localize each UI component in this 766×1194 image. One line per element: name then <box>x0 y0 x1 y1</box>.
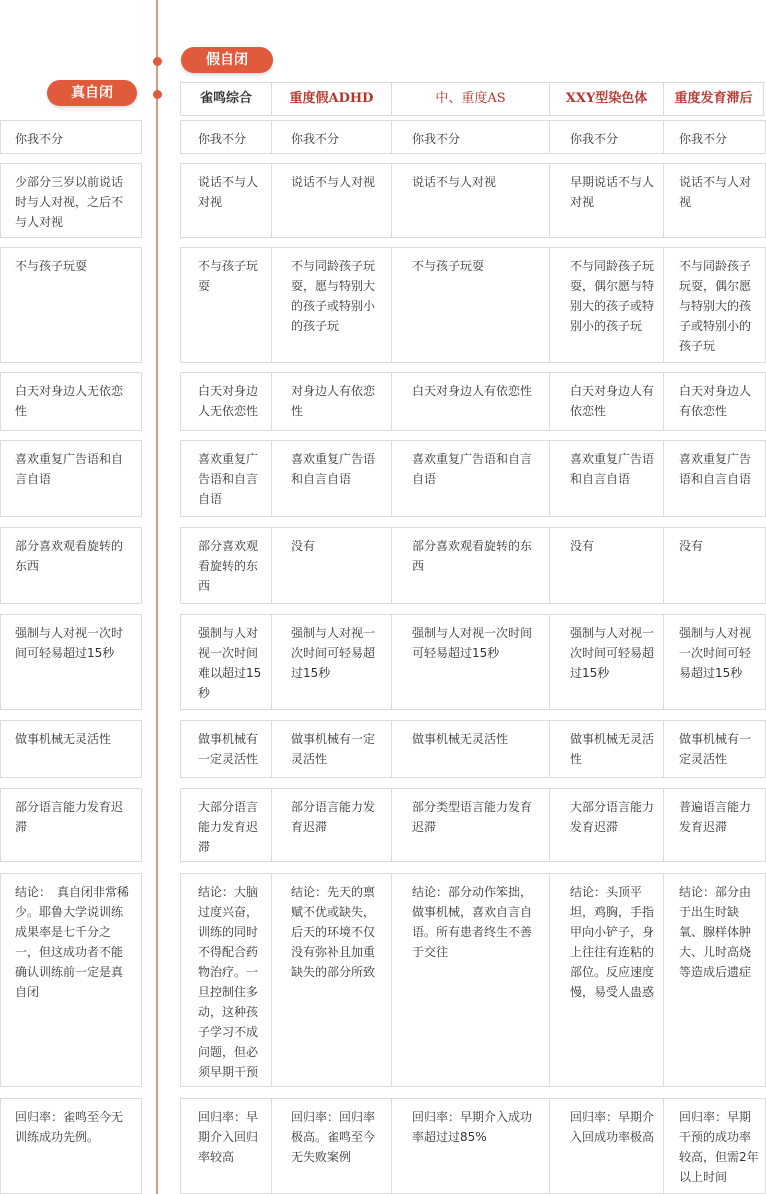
header-adhd: 重度假ADHD <box>271 83 391 115</box>
false-autism-cell: 不与孩子玩耍 <box>392 248 550 362</box>
false-autism-cell: 部分语言能力发育迟滞 <box>272 789 392 861</box>
false-autism-cell: 没有 <box>272 528 392 603</box>
true-autism-cell: 白天对身边人无依恋性 <box>0 372 142 431</box>
true-autism-label: 真自闭 <box>47 80 137 106</box>
true-autism-cell: 喜欢重复广告语和自言自语 <box>0 440 142 517</box>
false-autism-cell: 没有 <box>550 528 664 603</box>
false-autism-cell: 白天对身边人无依恋性 <box>181 373 272 430</box>
false-autism-cell: 结论：大脑过度兴奋，训练的同时不得配合药物治疗。一旦控制住多动，这种孩子学习不成问题，但必须早期干预 <box>181 874 272 1086</box>
false-autism-cell: 对身边人有依恋性 <box>272 373 392 430</box>
comparison-header-row <box>180 82 765 116</box>
comparison-row <box>180 720 766 778</box>
false-autism-cell: 不与同龄孩子玩耍，愿与特别大的孩子或特别小的孩子玩 <box>272 248 392 362</box>
comparison-row <box>180 372 766 431</box>
header-queming: 雀鸣综合 <box>180 83 271 115</box>
false-autism-cell: 喜欢重复广告语和自言自语 <box>550 441 664 516</box>
comparison-row <box>180 440 766 517</box>
false-autism-cell: 结论：部分由于出生时缺氧、腺样体肿大、儿时高烧等造成后遗症 <box>679 885 752 979</box>
false-autism-cell: 喜欢重复广告语和自言自语 <box>679 452 752 486</box>
false-autism-cell: 你我不分 <box>679 132 728 146</box>
false-autism-cell: 白天对身边人有依恋性 <box>392 373 550 430</box>
false-autism-cell: 白天对身边人有依恋性 <box>679 384 752 418</box>
false-autism-cell: 回归率：早期介入回成功率极高 <box>550 1099 664 1193</box>
comparison-row <box>180 247 766 363</box>
true-autism-cell: 部分语言能力发育迟滞 <box>0 788 142 862</box>
true-autism-cell: 做事机械无灵活性 <box>0 720 142 778</box>
false-autism-cell: 强制与人对视一次时间可轻易超过15秒 <box>392 615 550 709</box>
false-autism-cell: 说话不与人对视 <box>679 175 752 209</box>
false-autism-cell: 你我不分 <box>181 121 272 153</box>
false-autism-cell: 早期说话不与人对视 <box>550 164 664 237</box>
false-autism-cell: 部分喜欢观看旋转的东西 <box>181 528 272 603</box>
false-autism-cell: 做事机械无灵活性 <box>392 721 550 777</box>
false-autism-cell: 结论：先天的禀赋不优或缺失，后天的环境不仅没有弥补且加重缺失的部分所致 <box>272 874 392 1086</box>
false-autism-cell: 强制与人对视一次时间可轻易超过15秒 <box>272 615 392 709</box>
comparison-row <box>180 873 766 1087</box>
comparison-row <box>180 120 766 154</box>
false-autism-cell: 结论：部分动作笨拙，做事机械，喜欢自言自语。所有患者终生不善于交往 <box>392 874 550 1086</box>
false-autism-cell: 不与孩子玩耍 <box>181 248 272 362</box>
comparison-row <box>180 788 766 862</box>
false-autism-cell: 说话不与人对视 <box>272 164 392 237</box>
false-autism-cell: 喜欢重复广告语和自言自语 <box>181 441 272 516</box>
false-autism-cell: 你我不分 <box>272 121 392 153</box>
false-autism-cell: 强制与人对视一次时间可轻易超过15秒 <box>550 615 664 709</box>
false-autism-cell: 做事机械有一定灵活性 <box>272 721 392 777</box>
header-xxy: XXY型染色体 <box>549 83 663 115</box>
comparison-row <box>180 1098 766 1194</box>
false-autism-cell: 回归率：早期介入成功率超过过85% <box>392 1099 550 1193</box>
true-autism-cell: 回归率：雀鸣至今无训练成功先例。 <box>0 1098 142 1194</box>
false-autism-cell: 不与同龄孩子玩耍，偶尔愿与特别大的孩子或特别小的孩子玩 <box>679 259 752 353</box>
header-as: 中、重度AS <box>391 83 549 115</box>
false-autism-cell: 你我不分 <box>392 121 550 153</box>
true-autism-cell: 不与孩子玩耍 <box>0 247 142 363</box>
header-delay: 重度发育滞后 <box>663 83 764 115</box>
true-autism-cell: 强制与人对视一次时间可轻易超过15秒 <box>0 614 142 710</box>
false-autism-cell: 说话不与人对视 <box>392 164 550 237</box>
true-autism-cell: 少部分三岁以前说话时与人对视，之后不与人对视 <box>0 163 142 238</box>
false-autism-cell: 强制与人对视一次时间难以超过15秒 <box>181 615 272 709</box>
false-autism-cell: 你我不分 <box>550 121 664 153</box>
false-autism-cell: 做事机械有一定灵活性 <box>181 721 272 777</box>
false-autism-label: 假自闭 <box>181 47 273 73</box>
false-autism-cell: 回归率：早期干预的成功率较高，但需2年以上时间 <box>679 1110 759 1184</box>
timeline-dot-true <box>153 90 162 99</box>
false-autism-cell: 回归率：回归率极高。雀鸣至今无失败案例 <box>272 1099 392 1193</box>
false-autism-cell: 结论：头顶平坦，鸡胸，手指甲向小铲子，身上往往有连粘的部位。反应速度慢，易受人蛊惑 <box>550 874 664 1086</box>
true-autism-cell: 部分喜欢观看旋转的东西 <box>0 527 142 604</box>
comparison-row <box>180 163 766 238</box>
comparison-row <box>180 527 766 604</box>
false-autism-cell: 喜欢重复广告语和自言自语 <box>272 441 392 516</box>
true-autism-cell: 结论： 真自闭非常稀少。耶鲁大学说训练成果率是七千分之一，但这成功者不能确认训练前一定是真自闭 <box>0 873 142 1087</box>
false-autism-cell: 大部分语言能力发育迟滞 <box>550 789 664 861</box>
false-autism-cell: 做事机械有一定灵活性 <box>679 732 752 766</box>
false-autism-cell: 不与同龄孩子玩耍，偶尔愿与特别大的孩子或特别小的孩子玩 <box>550 248 664 362</box>
timeline-dot-false <box>153 57 162 66</box>
true-autism-cell: 你我不分 <box>0 120 142 154</box>
false-autism-cell: 部分喜欢观看旋转的东西 <box>392 528 550 603</box>
false-autism-cell: 大部分语言能力发育迟滞 <box>181 789 272 861</box>
false-autism-cell: 喜欢重复广告语和自言自语 <box>392 441 550 516</box>
false-autism-cell: 强制与人对视一次时间可轻易超过15秒 <box>679 626 752 680</box>
false-autism-cell: 回归率：早期介入回归率较高 <box>181 1099 272 1193</box>
false-autism-cell: 白天对身边人有依恋性 <box>550 373 664 430</box>
false-autism-cell: 做事机械无灵活性 <box>550 721 664 777</box>
false-autism-cell: 说话不与人对视 <box>181 164 272 237</box>
timeline-line <box>156 0 158 1194</box>
false-autism-cell: 普遍语言能力发育迟滞 <box>679 800 752 834</box>
false-autism-cell: 没有 <box>679 539 704 553</box>
false-autism-cell: 部分类型语言能力发育迟滞 <box>392 789 550 861</box>
comparison-row <box>180 614 766 710</box>
